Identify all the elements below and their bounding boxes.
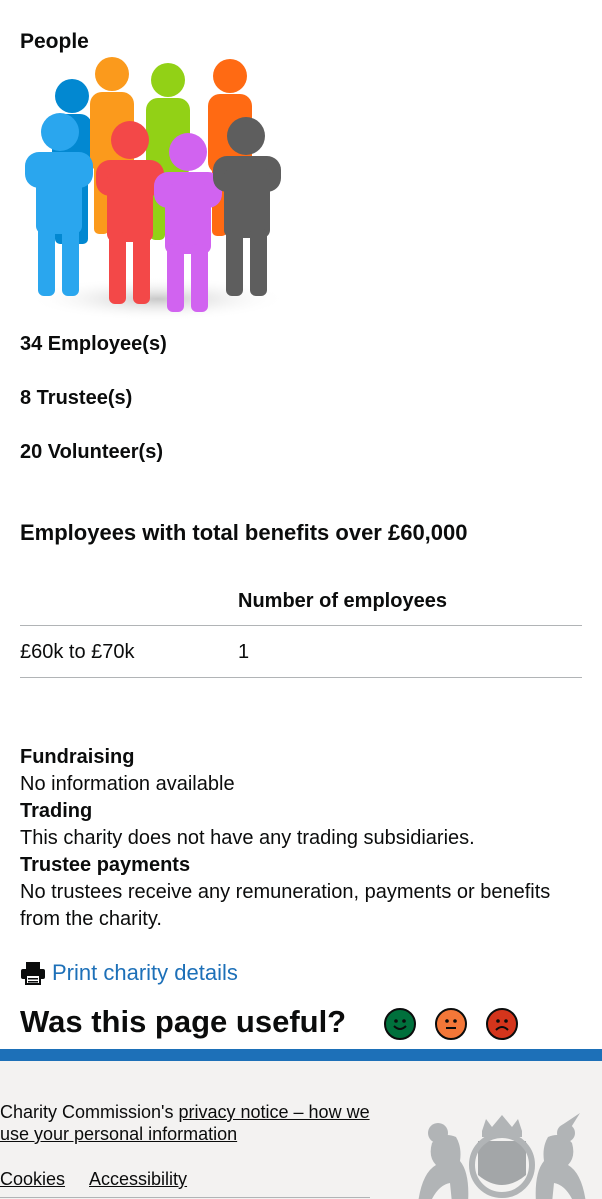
footer-top-border: [0, 1049, 602, 1061]
footer-links: [0, 1169, 187, 1190]
trustee-payments-label: Trustee payments: [20, 854, 191, 876]
fundraising-label: Fundraising: [20, 746, 135, 768]
print-link-label: Print charity details: [52, 960, 238, 985]
trading-label: Trading: [20, 800, 93, 822]
neutral-face-icon[interactable]: [435, 1008, 467, 1040]
table-header-row: [20, 586, 582, 626]
table-row: [20, 626, 582, 678]
benefits-heading: Employees with total benefits over £60,000: [20, 520, 468, 545]
benefit-band-cell: £60k to £70k: [20, 641, 135, 663]
people-heading: People: [20, 30, 89, 53]
footer-privacy-text: [0, 1101, 380, 1145]
fundraising-value: No information available: [20, 773, 235, 795]
accessibility-link[interactable]: Accessibility: [89, 1169, 188, 1189]
cookies-link[interactable]: Cookies: [0, 1169, 66, 1189]
people-illustration: [18, 54, 290, 326]
column-header-number: Number of employees: [238, 590, 447, 612]
happy-face-icon[interactable]: [384, 1008, 416, 1040]
trustee-payments-value: No trustees receive any remuneration, payments or benefits from the charity.: [20, 881, 551, 930]
footer-text-prefix: Charity Commission's: [0, 1102, 179, 1122]
sad-face-icon[interactable]: [486, 1008, 518, 1040]
printer-icon: [20, 961, 46, 985]
benefits-table: [20, 586, 582, 678]
volunteers-count: 20 Volunteer(s): [20, 441, 163, 463]
employee-count-cell: 1: [238, 641, 250, 663]
trading-value: This charity does not have any trading subsidiaries.: [20, 827, 475, 849]
footer: [0, 1061, 602, 1199]
privacy-notice-link[interactable]: privacy notice – how we use your personal information: [0, 1102, 370, 1144]
feedback-question: Was this page useful?: [20, 1004, 347, 1039]
footer-divider: [0, 1197, 370, 1198]
royal-coat-of-arms-icon: [412, 1113, 592, 1199]
print-charity-details-link[interactable]: [20, 960, 238, 986]
charity-info-section: [20, 744, 590, 933]
employees-count: 34 Employee(s): [20, 333, 167, 355]
trustees-count: 8 Trustee(s): [20, 387, 133, 409]
